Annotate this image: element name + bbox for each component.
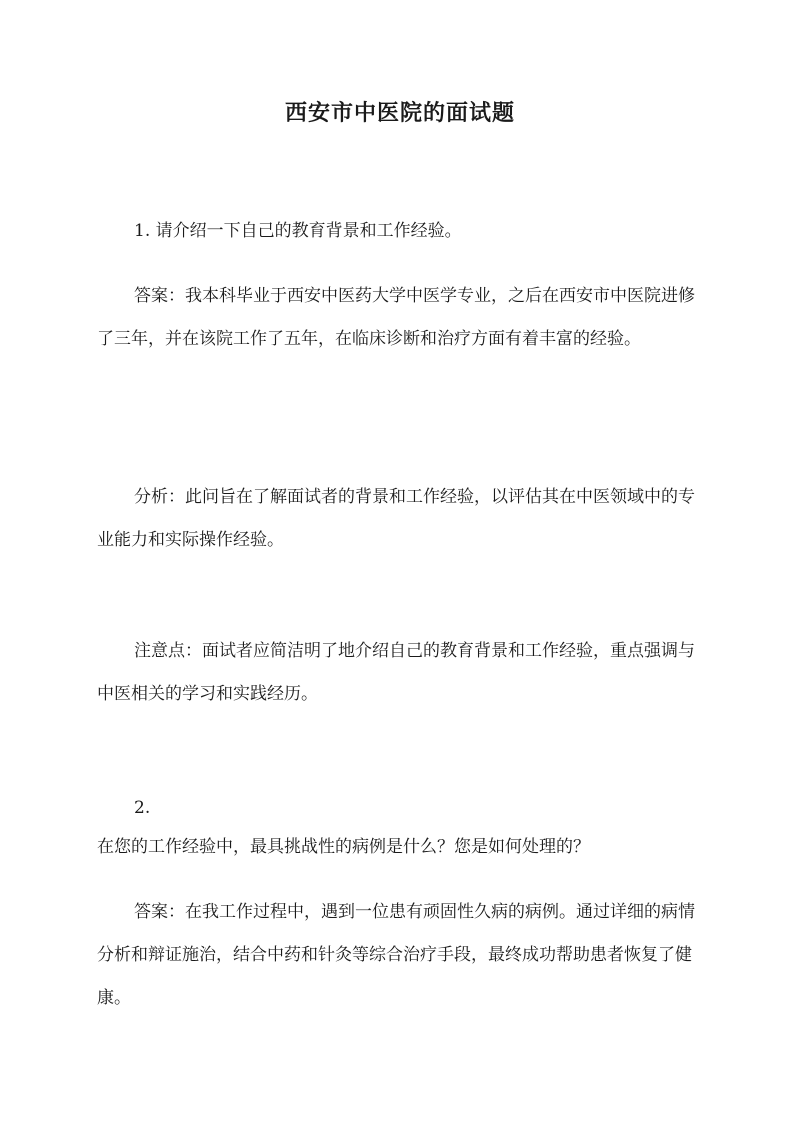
question-2-number: 2. [134,798,151,818]
analysis-1: 分析：此问旨在了解面试者的背景和工作经验，以评估其在中医领域中的专业能力和实际操作经验。 [97,487,695,550]
answer-1: 答案：我本科毕业于西安中医药大学中医学专业，之后在西安市中医院进修了三年，并在该院工作了五年，在临床诊断和治疗方面有着丰富的经验。 [97,286,695,349]
note-1: 注意点：面试者应简洁明了地介绍自己的教育背景和工作经验，重点强调与中医相关的学习和实践经历。 [97,641,695,704]
answer-2: 答案：在我工作过程中，遇到一位患有顽固性久病的病例。通过详细的病情分析和辩证施治，结合中药和针灸等综合治疗手段，最终成功帮助患者恢复了健康。 [97,902,695,1008]
question-2: 在您的工作经验中，最具挑战性的病例是什么？您是如何处理的？ [97,837,590,857]
question-1: 1. 请介绍一下自己的教育背景和工作经验。 [134,221,462,241]
document-title: 西安市中医院的面试题 [284,100,515,126]
